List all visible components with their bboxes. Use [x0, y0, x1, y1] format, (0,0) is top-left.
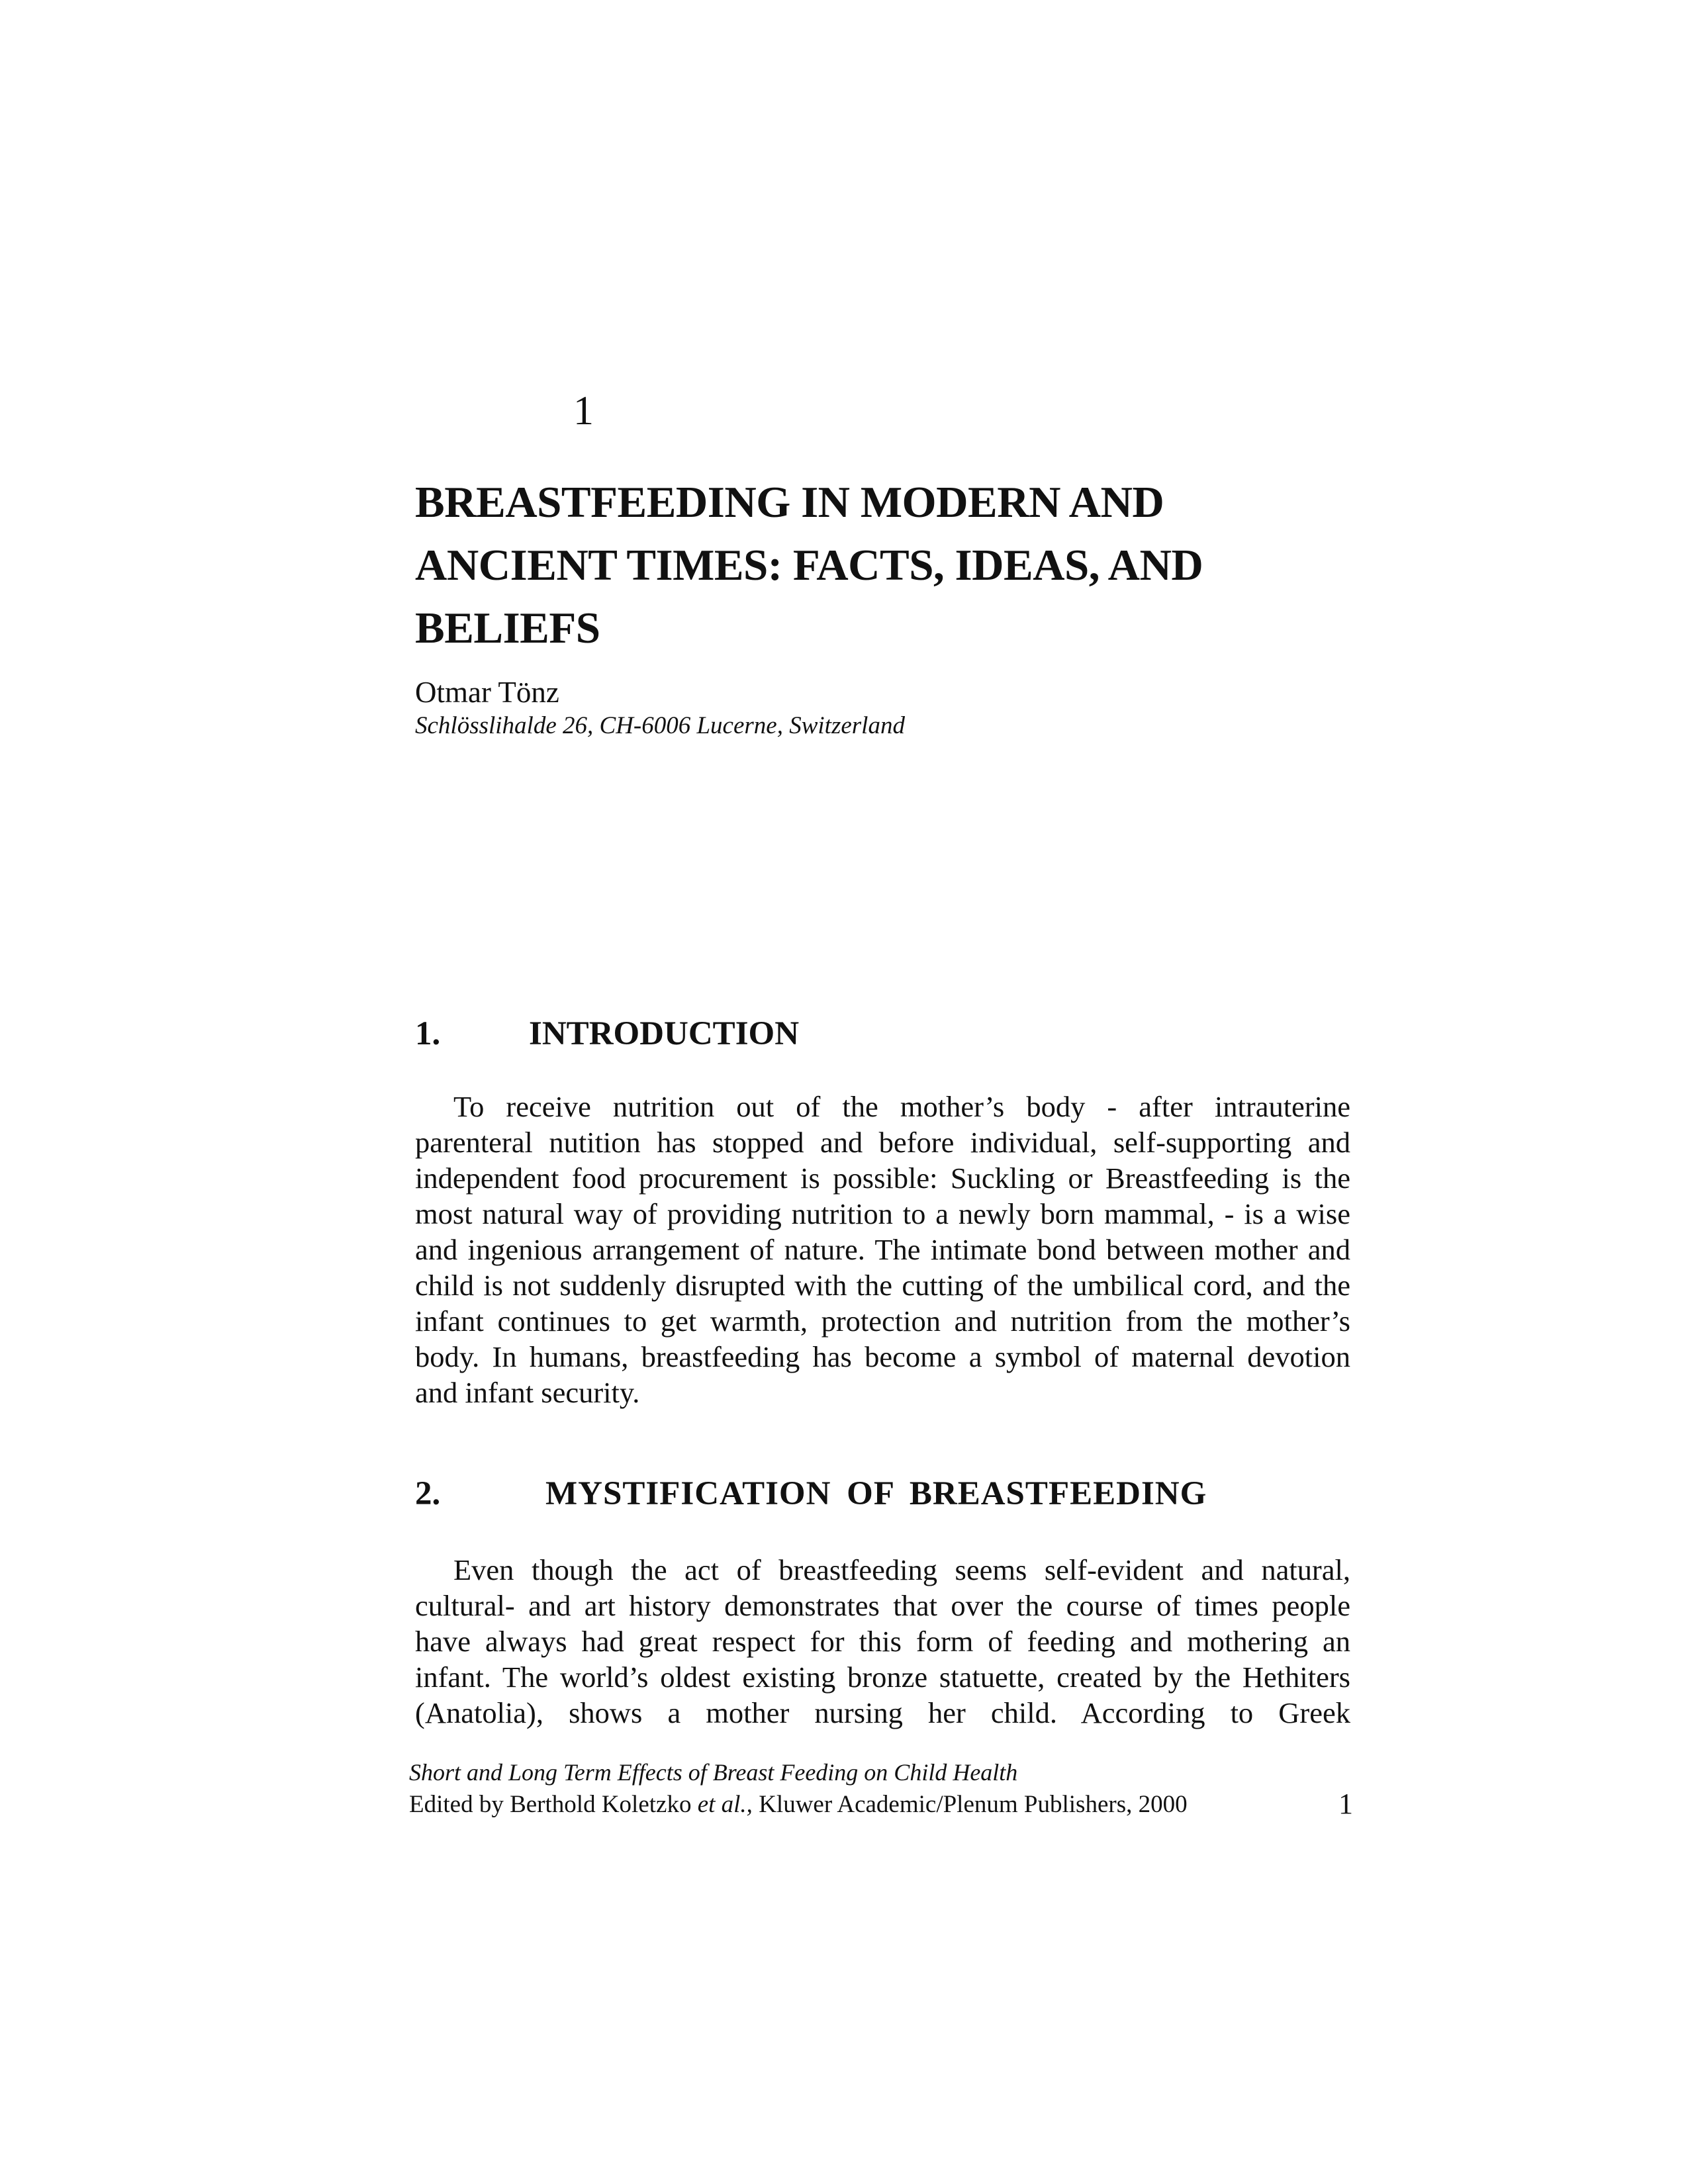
author-affiliation: Schlösslihalde 26, CH-6006 Lucerne, Switzerland	[415, 712, 905, 739]
chapter-number: 1	[573, 388, 594, 433]
paragraph-line: most natural way of providing nutrition to a newly born mammal, - is a wise	[415, 1197, 1350, 1230]
paragraph-line: and ingenious arrangement of nature. The intimate bond between mother and	[415, 1233, 1350, 1266]
footer-editor-etal: et al.,	[697, 1791, 753, 1818]
chapter-title-line: ANCIENT TIMES: FACTS, IDEAS, AND	[415, 541, 1203, 590]
section-number: 2.	[415, 1475, 441, 1512]
paragraph-line: infant continues to get warmth, protection and nutrition from the mother’s	[415, 1304, 1350, 1338]
section-title: INTRODUCTION	[529, 1015, 800, 1052]
paragraph-line: Even though the act of breastfeeding seems self-evident and natural,	[453, 1553, 1350, 1586]
footer-book-title: Short and Long Term Effects of Breast Feeding on Child Health	[409, 1759, 1018, 1786]
paragraph-line: infant. The world’s oldest existing bronze statuette, created by the Hethiters	[415, 1661, 1350, 1694]
paragraph-line: independent food procurement is possible: Suckling or Breastfeeding is the	[415, 1161, 1350, 1195]
paragraph-line: body. In humans, breastfeeding has become a symbol of maternal devotion	[415, 1340, 1350, 1373]
author-name: Otmar Tönz	[415, 676, 559, 709]
paragraph-line: (Anatolia), shows a mother nursing her child. According to Greek	[415, 1696, 1350, 1729]
footer-editor-prefix: Edited by Berthold Koletzko	[409, 1791, 698, 1818]
paragraph-line: parenteral nutition has stopped and before individual, self-supporting and	[415, 1126, 1350, 1159]
chapter-title-line: BELIEFS	[415, 604, 600, 653]
introduction-paragraph	[415, 1089, 1350, 1410]
chapter-title-line: BREASTFEEDING IN MODERN AND	[415, 478, 1164, 527]
footer-publisher: Kluwer Academic/Plenum Publishers, 2000	[752, 1791, 1188, 1818]
mystification-paragraph	[415, 1552, 1350, 1731]
section-number: 1.	[415, 1015, 441, 1052]
section-title: MYSTIFICATION OF BREASTFEEDING	[545, 1475, 1207, 1512]
paragraph-line: and infant security.	[415, 1376, 640, 1409]
paragraph-line: cultural- and art history demonstrates that over the course of times people	[415, 1589, 1350, 1622]
paragraph-line: To receive nutrition out of the mother’s body - after intrauterine	[453, 1090, 1350, 1123]
paragraph-line: have always had great respect for this form of feeding and mothering an	[415, 1625, 1350, 1658]
page-number: 1	[1338, 1788, 1353, 1820]
footer-editor-line	[409, 1792, 1188, 1817]
chapter-title	[415, 471, 1434, 660]
paragraph-line: child is not suddenly disrupted with the cutting of the umbilical cord, and the	[415, 1269, 1350, 1302]
